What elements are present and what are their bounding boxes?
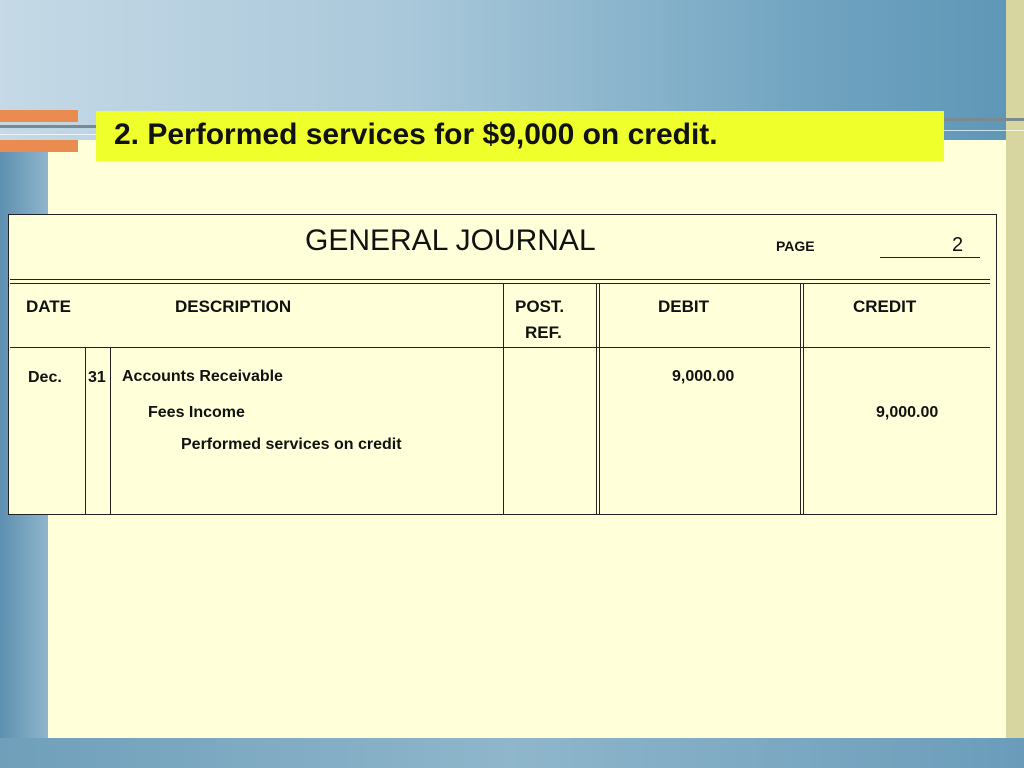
page-number: 2	[952, 234, 964, 256]
entry-day: 31	[88, 369, 106, 386]
entry-description: Fees Income	[148, 404, 245, 421]
journal-heading: GENERAL JOURNAL	[305, 224, 596, 257]
accent-stripe	[0, 110, 78, 122]
column-separator	[599, 284, 600, 515]
column-separator	[503, 284, 504, 515]
accent-stripe	[0, 140, 78, 152]
divider-line	[944, 130, 1024, 131]
entry-explanation: Performed services on credit	[181, 436, 402, 453]
divider-line	[0, 125, 96, 128]
page-number-underline	[880, 257, 980, 258]
divider-line	[0, 134, 96, 135]
column-credit: CREDIT	[853, 297, 917, 316]
background-right-border	[1006, 0, 1024, 768]
header-rule	[10, 279, 990, 280]
column-separator	[596, 284, 597, 515]
slide-title: 2. Performed services for $9,000 on credit.	[114, 118, 718, 151]
background-bottom	[0, 738, 1024, 768]
column-post-ref: POST.	[515, 297, 565, 316]
column-separator	[800, 284, 801, 515]
column-debit: DEBIT	[658, 297, 709, 316]
divider-line	[944, 118, 1024, 121]
column-header-rule	[10, 347, 990, 348]
header-rule	[10, 283, 990, 284]
column-separator	[803, 284, 804, 515]
column-separator	[85, 347, 86, 515]
column-description: DESCRIPTION	[175, 297, 292, 316]
column-post-ref-line2: REF.	[525, 323, 562, 342]
entry-credit: 9,000.00	[876, 404, 939, 421]
entry-month: Dec.	[28, 369, 62, 386]
column-date: DATE	[26, 297, 72, 316]
entry-description: Accounts Receivable	[122, 368, 283, 385]
column-separator	[110, 347, 111, 515]
page-label: PAGE	[776, 238, 815, 254]
entry-debit: 9,000.00	[672, 368, 735, 385]
